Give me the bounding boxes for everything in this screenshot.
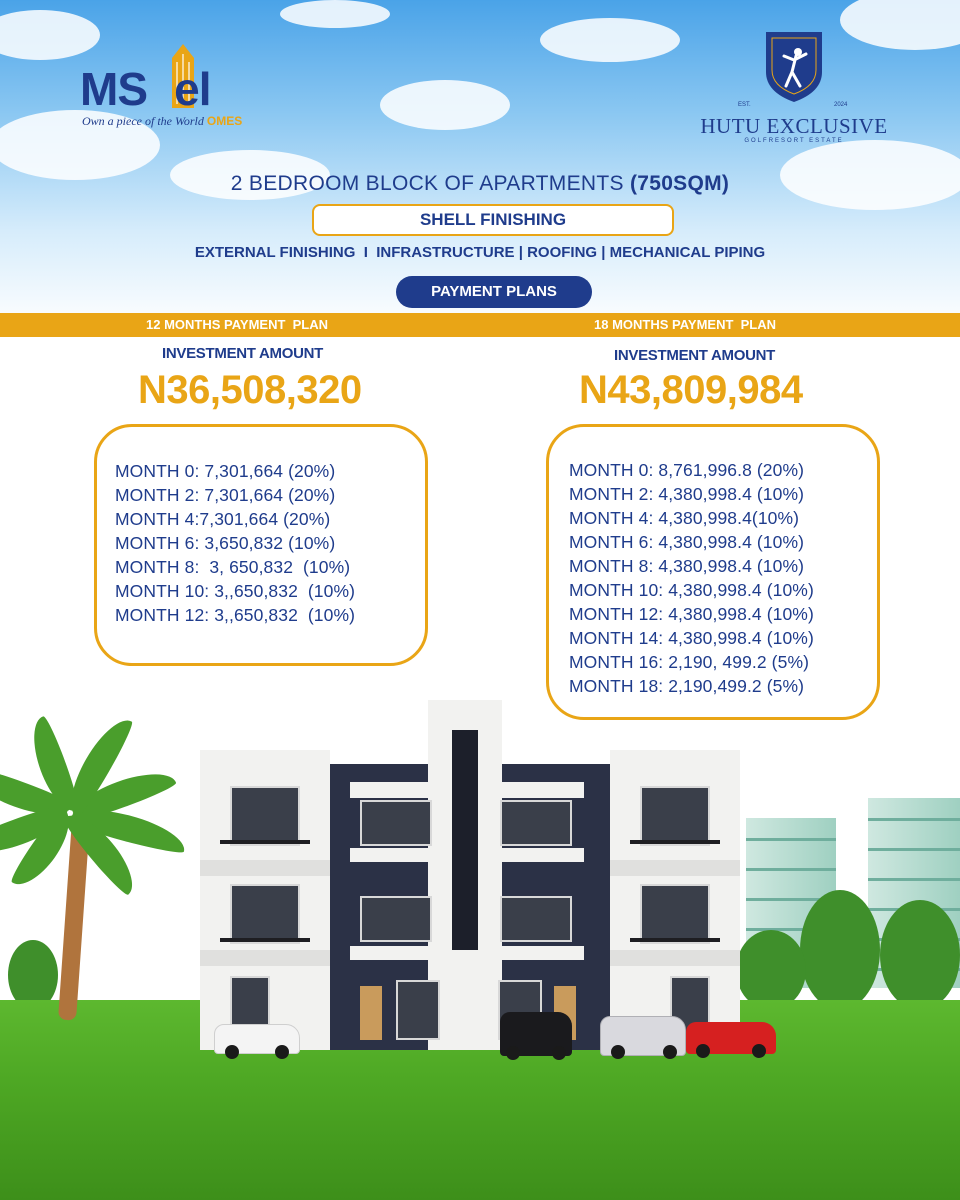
plan-18-schedule-box — [546, 424, 880, 720]
tagline-text: Own a piece of the World — [82, 114, 204, 128]
payment-plans-pill: PAYMENT PLANS — [396, 276, 592, 308]
shell-finishing-label: SHELL FINISHING — [312, 204, 674, 236]
headline — [0, 172, 960, 196]
tree — [880, 900, 960, 1010]
mshel-homes-logo — [80, 48, 270, 138]
cloud — [540, 18, 680, 62]
schedule-line: MONTH 8: 3, 650,832 (10%) — [115, 557, 351, 577]
hutu-exclusive-logo — [696, 28, 892, 148]
hutu-subtitle: GOLFRESORT ESTATE — [744, 138, 844, 144]
black-suv — [500, 1012, 572, 1056]
schedule-line: MONTH 0: 8,761,996.8 (20%) — [569, 460, 805, 480]
homes-text: OMES — [206, 114, 243, 128]
tree — [736, 930, 806, 1010]
mshel-wordmark — [80, 62, 210, 116]
features-list: EXTERNAL FINISHING I INFRASTRUCTURE | ROOFING | MECHANICAL PIPING — [194, 244, 766, 261]
plan-12-investment-label: INVESTMENT AMOUNT — [162, 345, 324, 362]
plans-band — [0, 313, 960, 337]
headline-main: 2 BEDROOM BLOCK OF APARTMENTS — [230, 172, 630, 195]
schedule-line: MONTH 2: 4,380,998.4 (10%) — [569, 484, 805, 504]
cloud — [380, 80, 510, 130]
schedule-line: MONTH 12: 3,,650,832 (10%) — [115, 605, 356, 625]
golf-crest-icon — [762, 28, 826, 104]
plan-12-title: 12 MONTHS PAYMENT PLAN — [146, 317, 329, 332]
schedule-line: MONTH 14: 4,380,998.4 (10%) — [569, 628, 814, 648]
schedule-line: MONTH 0: 7,301,664 (20%) — [115, 461, 336, 481]
plan-18-investment-label: INVESTMENT AMOUNT — [614, 347, 776, 364]
schedule-line: MONTH 8: 4,380,998.4 (10%) — [569, 556, 805, 576]
schedule-line: MONTH 4: 4,380,998.4(10%) — [569, 508, 800, 528]
schedule-line: MONTH 10: 3,,650,832 (10%) — [115, 581, 356, 601]
brand-el: el — [174, 63, 211, 115]
est-label: EST. — [738, 102, 751, 108]
hutu-name: HUTU EXCLUSIVE — [700, 114, 888, 138]
plan-18-amount: N43,809,984 — [579, 368, 803, 412]
schedule-line: MONTH 6: 4,380,998.4 (10%) — [569, 532, 805, 552]
schedule-line: MONTH 10: 4,380,998.4 (10%) — [569, 580, 814, 600]
plan-12-amount: N36,508,320 — [138, 368, 362, 412]
red-car — [686, 1022, 776, 1054]
mshel-tagline — [82, 114, 242, 129]
silver-suv — [600, 1016, 686, 1056]
tree — [800, 890, 880, 1010]
palm-tree — [0, 680, 200, 1020]
est-year: 2024 — [834, 102, 848, 108]
brand-ms: MS — [80, 63, 147, 115]
plan-18-title: 18 MONTHS PAYMENT PLAN — [594, 317, 777, 332]
schedule-line: MONTH 12: 4,380,998.4 (10%) — [569, 604, 814, 624]
white-car — [214, 1024, 300, 1054]
schedule-line: MONTH 2: 7,301,664 (20%) — [115, 485, 336, 505]
cloud — [280, 0, 390, 28]
schedule-line: MONTH 6: 3,650,832 (10%) — [115, 533, 336, 553]
plan-12-schedule-box — [94, 424, 428, 666]
apartment-building — [200, 700, 740, 1060]
headline-size: (750SQM) — [629, 172, 730, 195]
schedule-line: MONTH 16: 2,190, 499.2 (5%) — [569, 652, 810, 672]
schedule-line: MONTH 4:7,301,664 (20%) — [115, 509, 331, 529]
schedule-line: MONTH 18: 2,190,499.2 (5%) — [569, 676, 805, 696]
